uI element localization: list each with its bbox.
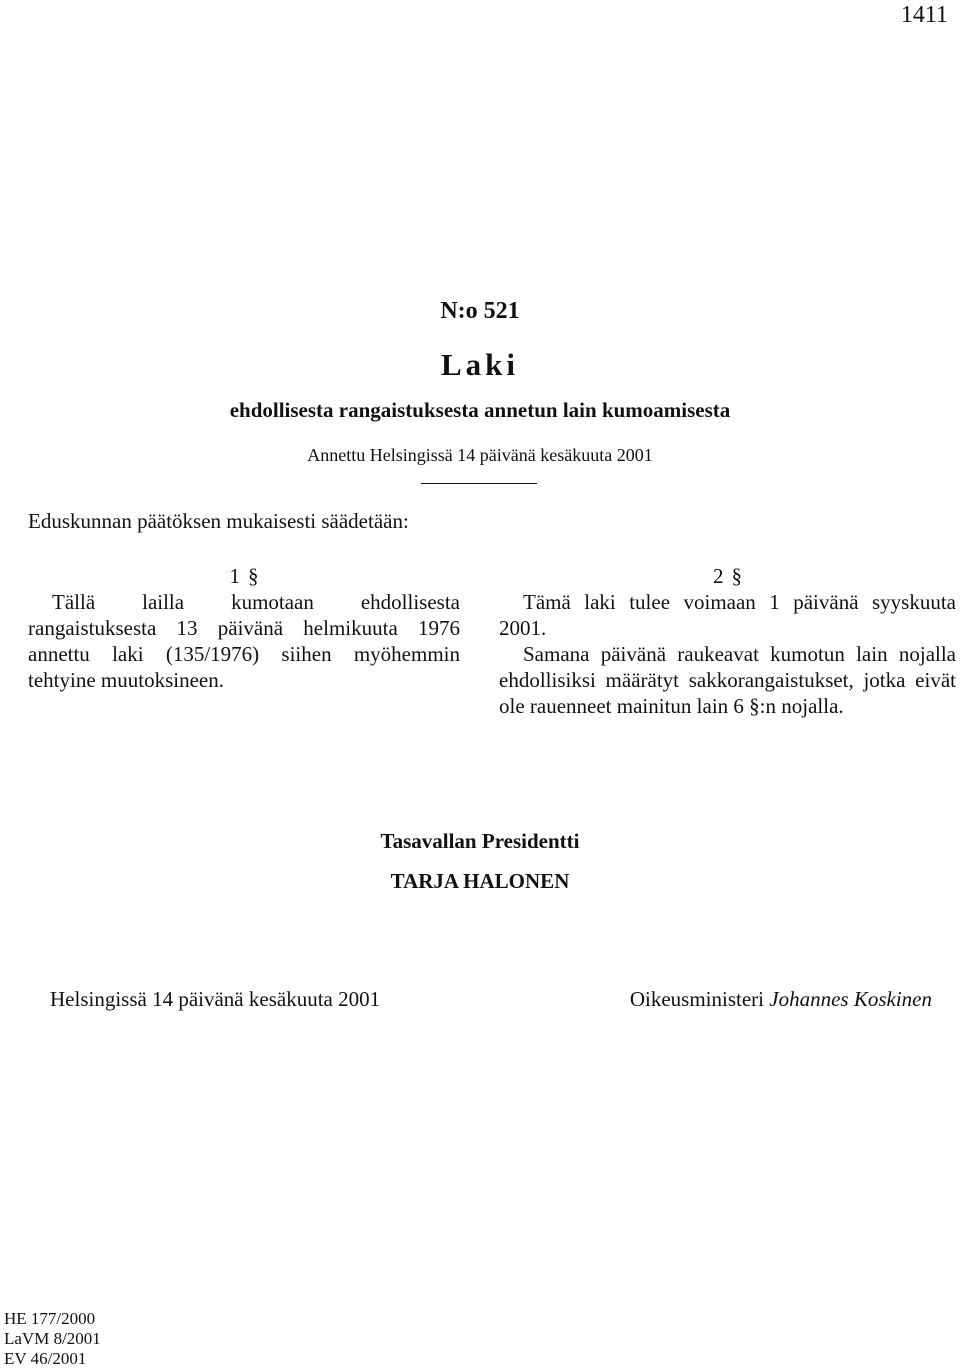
section-2-paragraph-2: Samana päivänä raukeavat kumotun lain nojalla ehdollisiksi määrätyt sakkorangaistukset, jotka eivät ole rauenneet mainitun lain 6 §:n nojalla. [499, 642, 956, 718]
reference-item: HE 177/2000 [4, 1309, 96, 1328]
section-1-heading [28, 563, 460, 589]
president-title: Tasavallan Presidentti [380, 829, 580, 853]
section-2-heading [499, 563, 956, 589]
reference-item: LaVM 8/2001 [4, 1329, 101, 1348]
section-2-paragraph-1: Tämä laki tulee voimaan 1 päivänä syyskuuta 2001. [499, 590, 956, 640]
section-1-paragraph: Tällä lailla kumotaan ehdollisesta rangaistuksesta 13 päivänä helmikuuta 1976 annettu laki (135/1976) siihen myöhemmin tehtyine muutoksineen. [28, 590, 460, 692]
reference-item: EV 46/2001 [4, 1349, 87, 1368]
minister-title: Oikeusministeri [629, 987, 765, 1011]
section-2-number: 2 [713, 564, 724, 588]
statute-title: ehdollisesta rangaistuksesta annetun lain kumoamisesta [229, 398, 731, 422]
signing-place-date: Helsingissä 14 päivänä kesäkuuta 2001 [50, 987, 381, 1011]
section-2 [499, 563, 956, 719]
section-symbol: § [248, 564, 259, 588]
president-name: TARJA HALONEN [390, 869, 570, 893]
section-symbol: § [731, 564, 742, 588]
minister-signature [630, 987, 932, 1012]
section-1-number: 1 [229, 564, 240, 588]
legislative-references [4, 1309, 101, 1369]
statute-type: Laki [440, 347, 520, 382]
page-number: 1411 [900, 2, 948, 28]
title-divider [421, 483, 537, 484]
minister-name: Johannes Koskinen [769, 987, 932, 1011]
preamble: Eduskunnan päätöksen mukaisesti säädetään: [28, 509, 409, 533]
given-date-line: Annettu Helsingissä 14 päivänä kesäkuuta 2001 [307, 445, 653, 465]
section-1 [28, 563, 460, 1011]
statute-number: N:o 521 [440, 298, 520, 324]
